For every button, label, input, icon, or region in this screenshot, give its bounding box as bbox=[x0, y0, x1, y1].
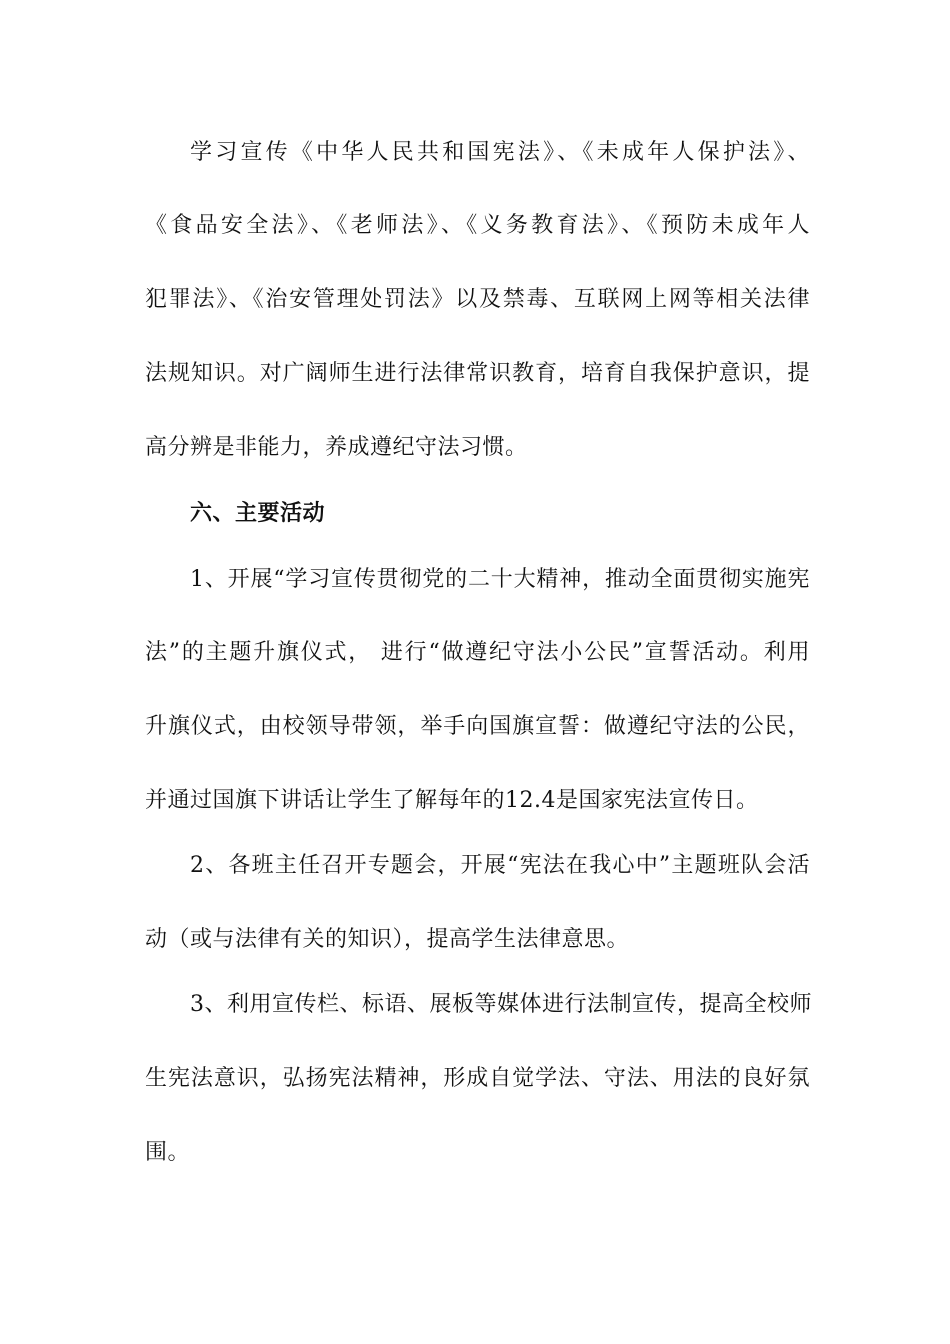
paragraph-line: 法”的主题升旗仪式， 进行“做遵纪守法小公民”宣誓活动。利用 bbox=[145, 640, 810, 665]
paragraph-line: 生宪法意识，弘扬宪法精神，形成自觉学法、守法、用法的良好氛 bbox=[145, 1066, 810, 1091]
paragraph-line: 围。 bbox=[145, 1140, 191, 1165]
paragraph-line: 犯罪法》、《治安管理处罚法》以及禁毒、互联网上网等相关法律 bbox=[145, 287, 810, 312]
paragraph-line: 动（或与法律有关的知识），提高学生法律意思。 bbox=[145, 927, 630, 952]
paragraph-line: 法规知识。对广阔师生进行法律常识教育，培育自我保护意识，提 bbox=[145, 361, 810, 386]
paragraph-line: 升旗仪式，由校领导带领，举手向国旗宣誓：做遵纪守法的公民， bbox=[145, 714, 810, 739]
section-heading: 六、主要活动 bbox=[190, 501, 326, 526]
paragraph-line: 《食品安全法》、《老师法》、《义务教育法》、《预防未成年人 bbox=[145, 213, 810, 238]
paragraph-line: 高分辨是非能力，养成遵纪守法习惯。 bbox=[145, 435, 528, 460]
paragraph-line: 3、利用宣传栏、标语、展板等媒体进行法制宣传，提高全校师 bbox=[190, 992, 812, 1017]
paragraph-line: 2、各班主任召开专题会，开展“宪法在我心中”主题班队会活 bbox=[190, 853, 810, 878]
paragraph-line: 学习宣传《中华人民共和国宪法》、《未成年人保护法》、 bbox=[190, 140, 810, 165]
paragraph-line: 1、开展“学习宣传贯彻党的二十大精神，推动全面贯彻实施宪 bbox=[190, 567, 810, 592]
paragraph-line: 并通过国旗下讲话让学生了解每年的12.4是国家宪法宣传日。 bbox=[145, 788, 759, 813]
